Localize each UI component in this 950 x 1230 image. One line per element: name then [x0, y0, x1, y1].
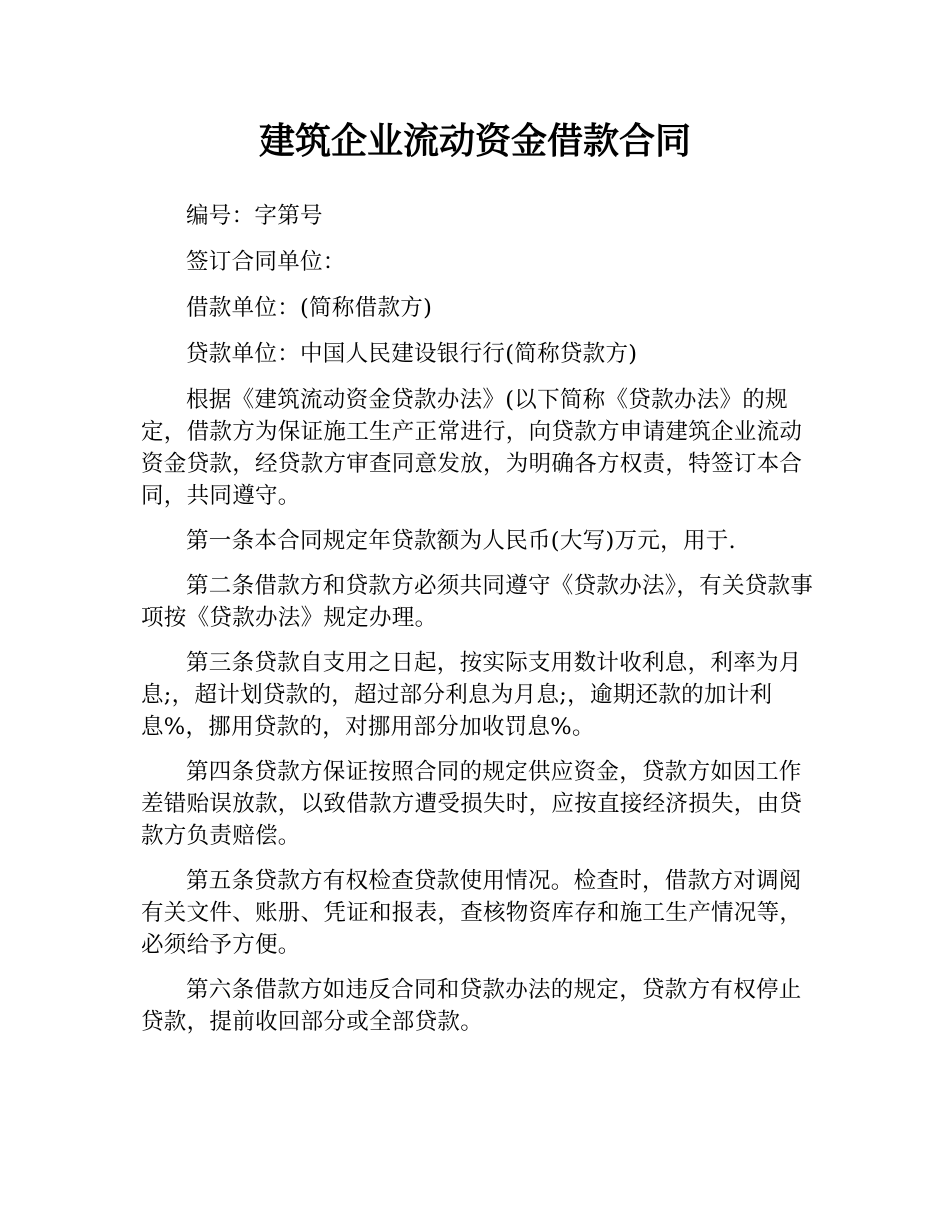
document-title: 建筑企业流动资金借款合同: [258, 121, 691, 162]
document-body: [141, 200, 817, 1038]
article-4: 第四条贷款方保证按照合同的规定供应资金，贷款方如因工作差错贻误放款，以致借款方遭受损失时，应按直接经济损失，由贷款方负责赔偿。: [141, 759, 803, 849]
preamble-paragraph: 根据《建筑流动资金贷款办法》(以下简称《贷款办法》的规定，借款方为保证施工生产正常进行，向贷款方申请建筑企业流动资金贷款，经贷款方审查同意发放，为明确各方权责，特签订本合同，共同遵守。: [141, 387, 803, 509]
lender-line: 贷款单位：中国人民建设银行行(简称贷款方): [186, 341, 638, 367]
contract-number: 编号：字第号: [186, 203, 323, 229]
signing-parties-heading: 签订合同单位：: [186, 249, 346, 275]
article-3: 第三条贷款自支用之日起，按实际支用数计收利息，利率为月息;，超计划贷款的，超过部分利息为月息;，逾期还款的加计利息%，挪用贷款的，对挪用部分加收罚息%。: [141, 650, 802, 740]
borrower-line: 借款单位：(简称借款方): [186, 295, 433, 321]
article-1: 第一条本合同规定年贷款额为人民币(大写)万元，用于.: [186, 528, 737, 554]
article-6: 第六条借款方如违反合同和贷款办法的规定，贷款方有权停止贷款，提前收回部分或全部贷款。: [141, 977, 802, 1035]
article-5: 第五条贷款方有权检查贷款使用情况。检查时，借款方对调阅有关文件、账册、凭证和报表，查核物资库存和施工生产情况等，必须给予方便。: [141, 868, 803, 958]
article-2: 第二条借款方和贷款方必须共同遵守《贷款办法》，有关贷款事项按《贷款办法》规定办理。: [141, 573, 814, 631]
